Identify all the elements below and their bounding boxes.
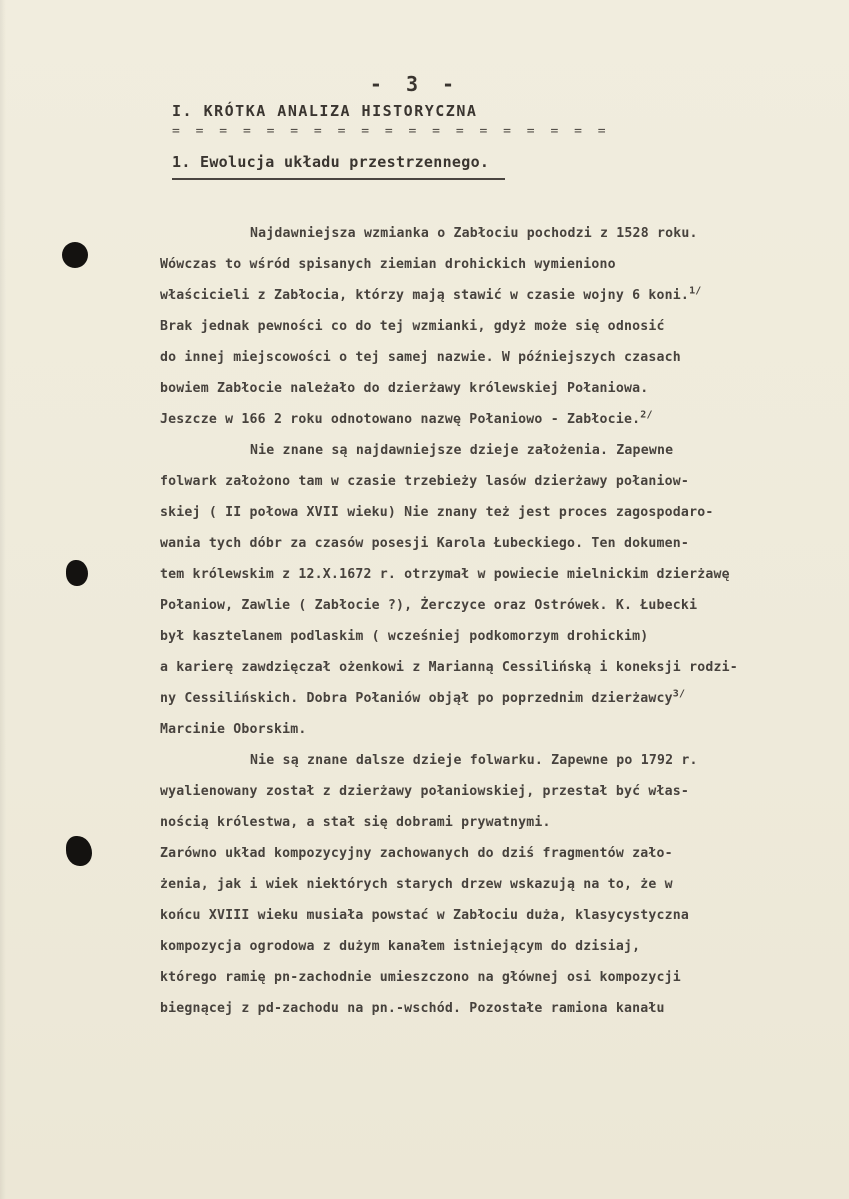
text-line: właścicieli z Zabłocia, którzy mają stawić w czasie wojny 6 koni.$^{1/}$ (160, 285, 702, 303)
text-line: Najdawniejsza wzmianka o Zabłociu pochodzi z 1528 roku. (250, 226, 698, 241)
page-edge-shadow (0, 0, 6, 1199)
text-line: do innej miejscowości o tej samej nazwie. W późniejszych czasach (160, 350, 681, 365)
text-line: bowiem Zabłocie należało do dzierżawy królewskiej Połaniowa. (160, 381, 649, 396)
text-line: biegnącej z pd-zachodu na pn.-wschód. Pozostałe ramiona kanału (160, 1001, 665, 1016)
text-line: Marcinie Oborskim. (160, 722, 307, 737)
text-line: Połaniow, Zawlie ( Zabłocie ?), Żerczyce oraz Ostrówek. K. Łubecki (160, 598, 698, 613)
text-line: Brak jednak pewności co do tej wzmianki, gdyż może się odnosić (160, 319, 665, 334)
text-line: żenia, jak i wiek niektórych starych drzew wskazują na to, że w (160, 877, 673, 892)
text-line: którego ramię pn-zachodnie umieszczono na głównej osi kompozycji (160, 970, 681, 985)
text-line: Wówczas to wśród spisanych ziemian drohickich wymieniono (160, 257, 616, 272)
footnote-marker: 3/ (672, 688, 686, 700)
section-heading: I. KRÓTKA ANALIZA HISTORYCZNA (172, 102, 478, 120)
footnote-marker: 2/ (640, 409, 653, 421)
subheading-underline (172, 178, 505, 180)
text-line: wania tych dóbr za czasów posesji Karola Łubeckiego. Ten dokumen- (160, 536, 690, 551)
text-line: Jeszcze w 166 2 roku odnotowano nazwę Połaniowo - Zabłocie.$^{2/}$ (160, 409, 653, 427)
text-line: był kasztelanem podlaskim ( wcześniej podkomorzym drohickim) (160, 629, 649, 644)
page-number: - 3 - (369, 72, 461, 96)
text-line: wyalienowany został z dzierżawy połaniowskiej, przestał być włas- (160, 784, 690, 799)
text-line: a karierę zawdzięczał ożenkowi z Marianną Cessilińską i koneksji rodzi- (160, 660, 738, 675)
text-line: tem królewskim z 12.X.1672 r. otrzymał w powiecie mielnickim dzierżawę (160, 567, 730, 582)
footnote-marker: 1/ (689, 285, 702, 297)
body-text (160, 218, 840, 1024)
text-line: Nie znane są najdawniejsze dzieje założenia. Zapewne (250, 443, 674, 458)
punch-hole-top (62, 242, 88, 268)
text-line: Nie są znane dalsze dzieje folwarku. Zapewne po 1792 r. (250, 753, 698, 768)
text-line: ny Cessilińskich. Dobra Połaniów objął po poprzednim dzierżawcy$^{3/}$ (160, 688, 686, 706)
text-line: folwark założono tam w czasie trzebieży lasów dzierżawy połaniow- (160, 474, 690, 489)
text-line: Zarówno układ kompozycyjny zachowanych do dziś fragmentów zało- (160, 846, 673, 861)
subsection-heading: 1. Ewolucja układu przestrzennego. (172, 153, 490, 171)
text-line: nością królestwa, a stał się dobrami prywatnymi. (160, 815, 551, 830)
punch-hole-bottom (66, 836, 92, 866)
punch-hole-middle (66, 560, 88, 586)
text-line: końcu XVIII wieku musiała powstać w Zabłociu duża, klasycystyczna (160, 908, 690, 923)
text-line: kompozycja ogrodowa z dużym kanałem istniejącym do dzisiaj, (160, 939, 641, 954)
text-line: skiej ( II połowa XVII wieku) Nie znany też jest proces zagospodaro- (160, 505, 714, 520)
heading-double-underline: = = = = = = = = = = = = = = = = = = = (172, 124, 610, 139)
